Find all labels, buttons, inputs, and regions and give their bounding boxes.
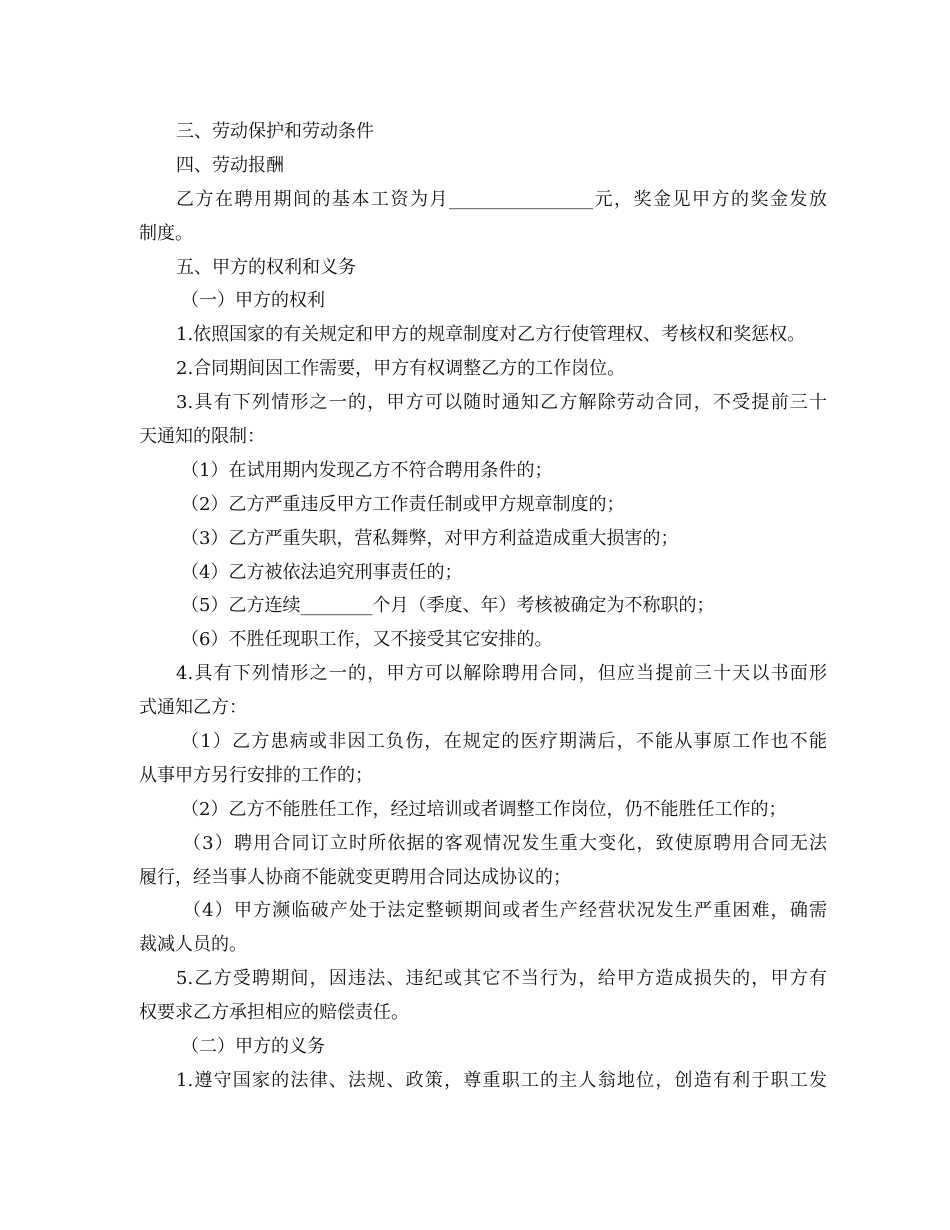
list-item: （3）乙方严重失职，营私舞弊，对甲方利益造成重大损害的； — [181, 527, 679, 549]
paragraph-line: 4.具有下列情形之一的，甲方可以解除聘用合同，但应当提前三十天以书面形 — [176, 663, 827, 685]
paragraph-line: 1.遵守国家的法律、法规、政策，尊重职工的主人翁地位，创造有利于职工发 — [176, 1069, 827, 1091]
paragraph-line: 乙方在聘用期间的基本工资为月________________元，奖金见甲方的奖金发放 — [176, 188, 827, 210]
list-item: （1）在试用期内发现乙方不符合聘用条件的； — [181, 459, 553, 481]
paragraph-line: 3.具有下列情形之一的，甲方可以随时通知乙方解除劳动合同，不受提前三十 — [176, 392, 827, 414]
list-item-continuation: 履行，经当事人协商不能就变更聘用合同达成协议的； — [139, 866, 571, 888]
list-item-continuation: 从事甲方另行安排的工作的； — [139, 764, 373, 786]
list-item: （1）乙方患病或非因工负伤，在规定的医疗期满后，不能从事原工作也不能 — [181, 731, 827, 753]
paragraph-line: 式通知乙方： — [139, 697, 247, 719]
list-item: （3）聘用合同订立时所依据的客观情况发生重大变化，致使原聘用合同无法 — [183, 832, 827, 854]
heading-labor-pay: 四、劳动报酬 — [176, 154, 284, 176]
list-item-continuation: 裁减人员的。 — [139, 934, 247, 956]
list-item: （6）不胜任现职工作，又不接受其它安排的。 — [181, 629, 553, 651]
paragraph-line: 2.合同期间因工作需要，甲方有权调整乙方的工作岗位。 — [176, 358, 626, 380]
list-item: （4）甲方濒临破产处于法定整顿期间或者生产经营状况发生严重困难，确需 — [183, 900, 827, 922]
paragraph-line: 天通知的限制： — [139, 426, 265, 448]
paragraph-line: 5.乙方受聘期间，因违法、违纪或其它不当行为，给甲方造成损失的，甲方有 — [176, 968, 827, 990]
list-item: （2）乙方不能胜任工作，经过培训或者调整工作岗位，仍不能胜任工作的； — [181, 798, 787, 820]
contract-text — [139, 115, 827, 1098]
subheading-party-a-duties: （二）甲方的义务 — [181, 1036, 325, 1058]
list-item: （4）乙方被依法追究刑事责任的； — [181, 561, 463, 583]
paragraph-line: 制度。 — [139, 222, 193, 244]
paragraph-line: 权要求乙方承担相应的赔偿责任。 — [139, 1002, 409, 1024]
paragraph-line: 1.依照国家的有关规定和甲方的规章制度对乙方行使管理权、考核权和奖惩权。 — [176, 324, 806, 346]
subheading-party-a-rights: （一）甲方的权利 — [181, 290, 325, 312]
list-item: （5）乙方连续________个月（季度、年）考核被确定为不称职的； — [181, 595, 715, 617]
list-item: （2）乙方严重违反甲方工作责任制或甲方规章制度的； — [181, 493, 625, 515]
heading-labor-protection: 三、劳动保护和劳动条件 — [176, 121, 374, 142]
heading-party-a-rights-duties: 五、甲方的权利和义务 — [176, 256, 356, 278]
